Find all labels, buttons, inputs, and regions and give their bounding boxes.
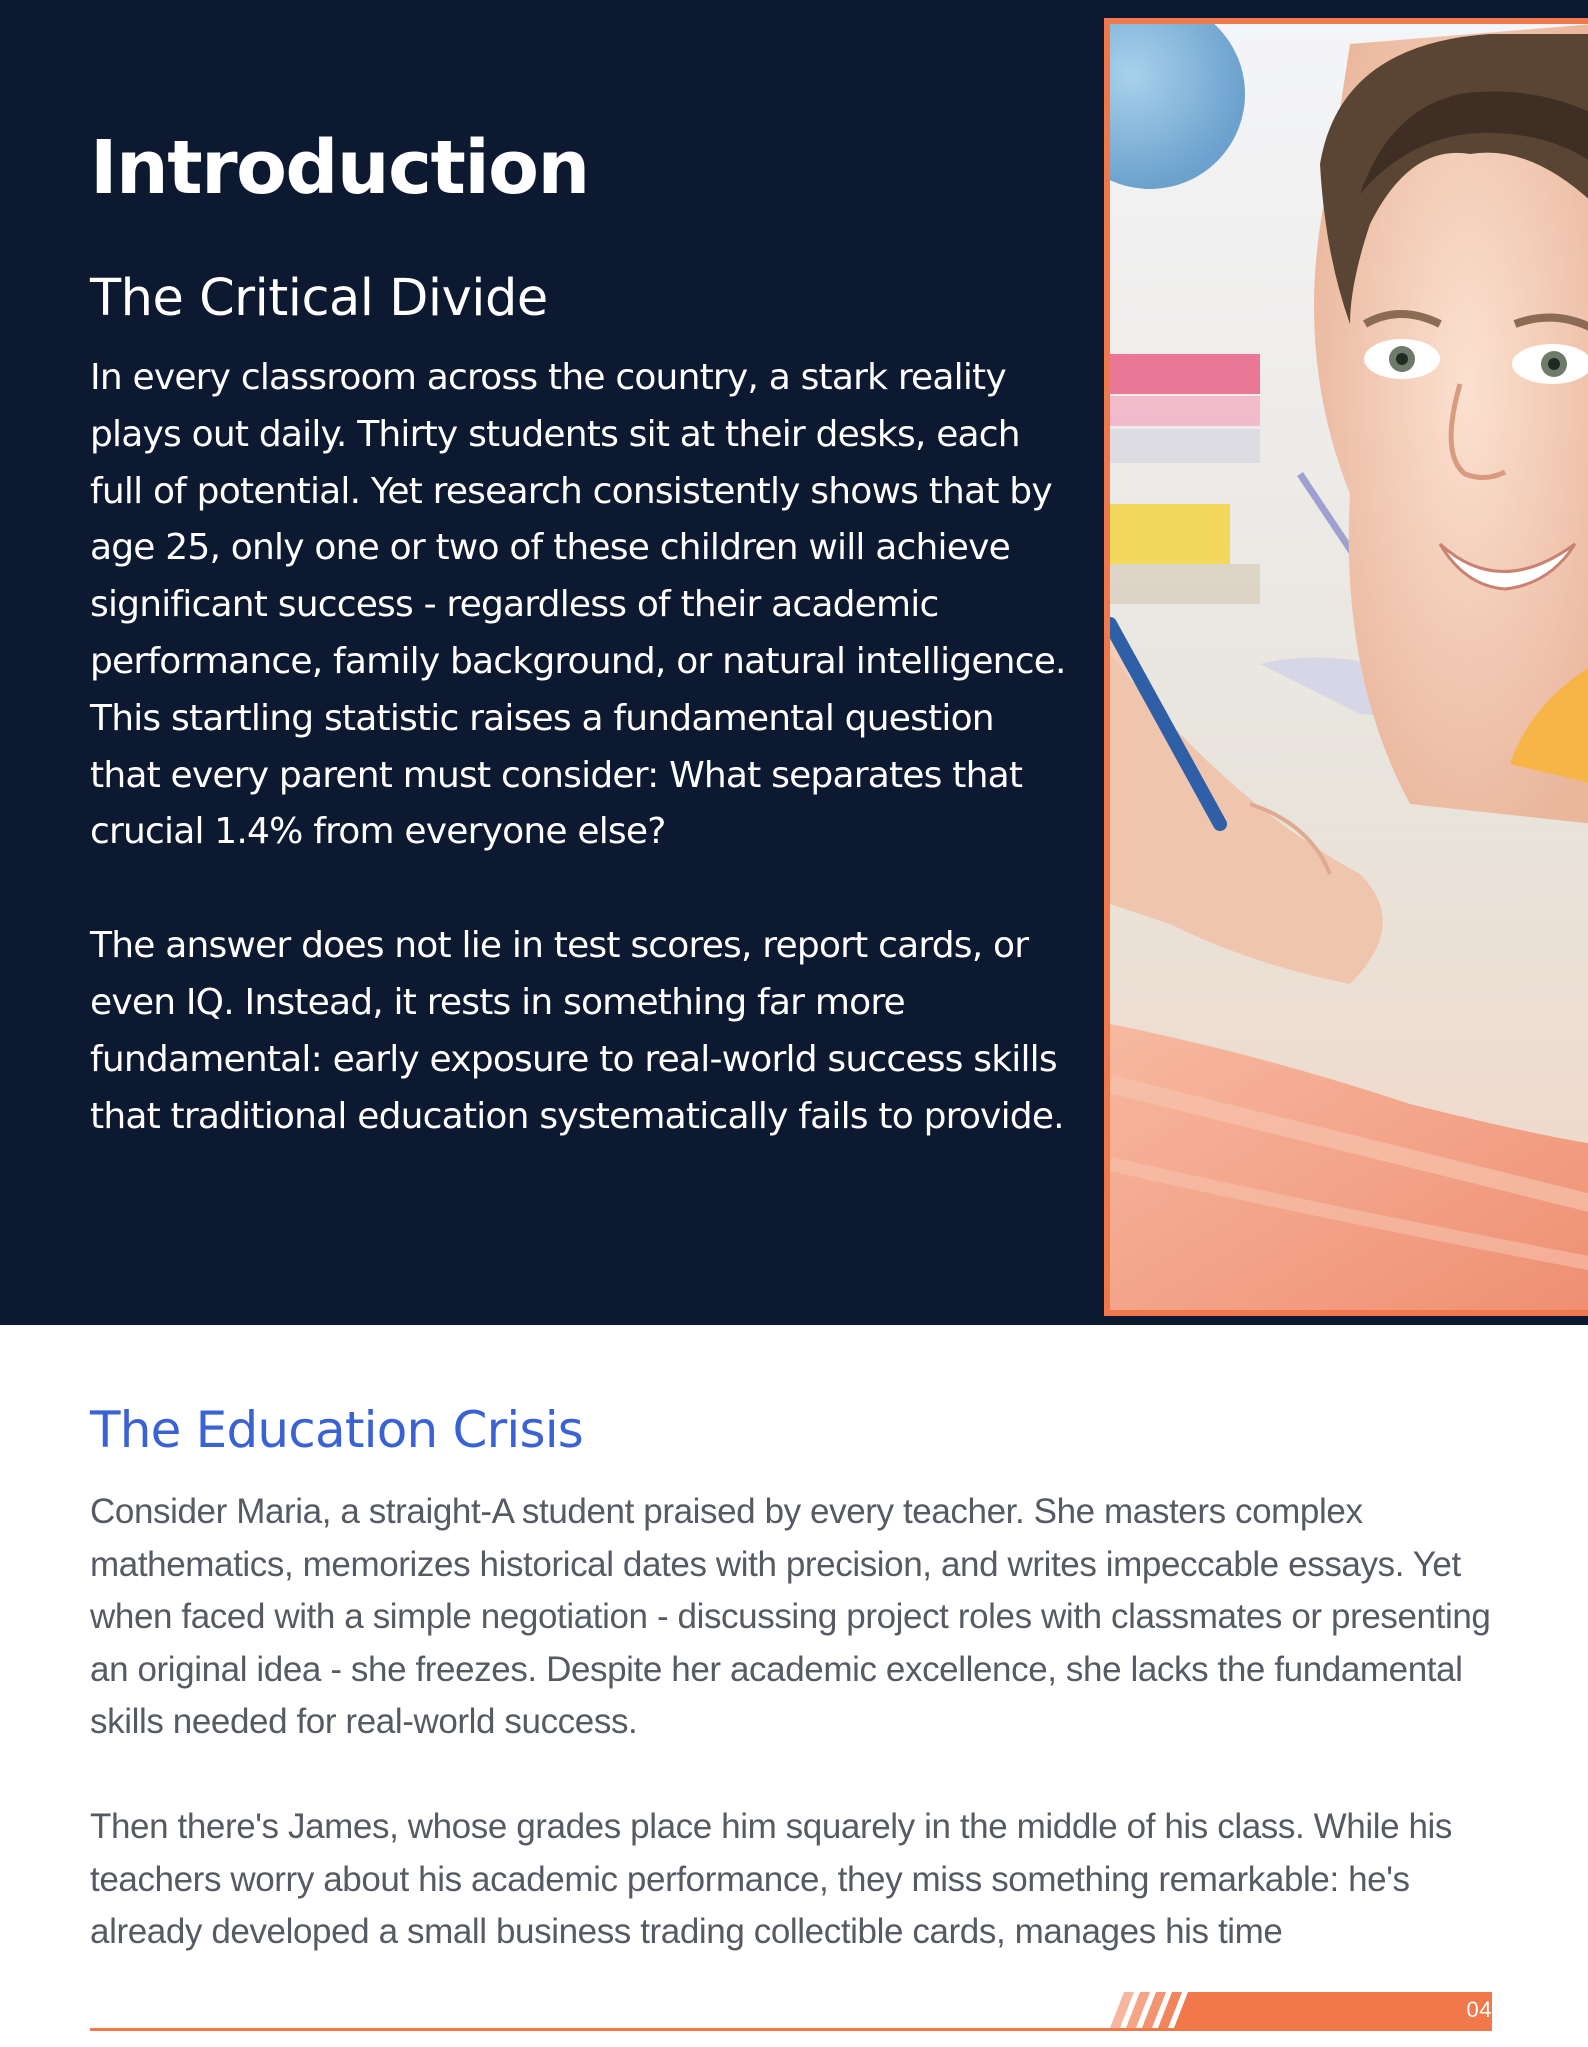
- intro-body-text: [90, 350, 1070, 1145]
- page-number-tab: [1110, 1992, 1492, 2028]
- critical-divide-heading: The Critical Divide: [90, 269, 548, 328]
- education-crisis-heading: The Education Crisis: [90, 1401, 584, 1459]
- page-number: 04: [1466, 1997, 1492, 2022]
- crisis-paragraph: Consider Maria, a straight-A student praised by every teacher. She masters complex mathematics, memorizes historical dates with precision, and writes impeccable essays. Yet when faced with a simple negotiation - discussing project roles with classmates or presenting an original idea - she freezes. Despite her academic excellence, she lacks the fundamental skills needed for real-world success.: [90, 1492, 1491, 1742]
- crisis-paragraph: Then there's James, whose grades place him squarely in the middle of his class. While his teachers worry about his academic performance, they miss something remarkable: he's already developed a small business trading collectible cards, manages his time: [90, 1806, 1453, 1952]
- intro-title: Introduction: [90, 125, 589, 211]
- intro-paragraph: In every classroom across the country, a stark reality plays out daily. Thirty students sit at their desks, each full of potential. Yet research consistently shows that by age 25, only one or two of these children will achieve significant success - regardless of their academic performance, family background, or natural intelligence. This startling statistic raises a fundamental question that every parent must consider: What separates that crucial 1.4% from everyone else?: [90, 357, 1066, 853]
- crisis-body-text: [90, 1486, 1510, 1959]
- intro-paragraph: The answer does not lie in test scores, report cards, or even IQ. Instead, it rests in something far more fundamental: early exposure to real-world success skills that traditional education systematically fails to provide.: [90, 925, 1064, 1137]
- student-photo-illustration: [1110, 24, 1588, 1310]
- page-tab-stripes: [1110, 1992, 1492, 2028]
- footer-divider: [90, 2028, 1492, 2031]
- student-photo: [1104, 18, 1588, 1316]
